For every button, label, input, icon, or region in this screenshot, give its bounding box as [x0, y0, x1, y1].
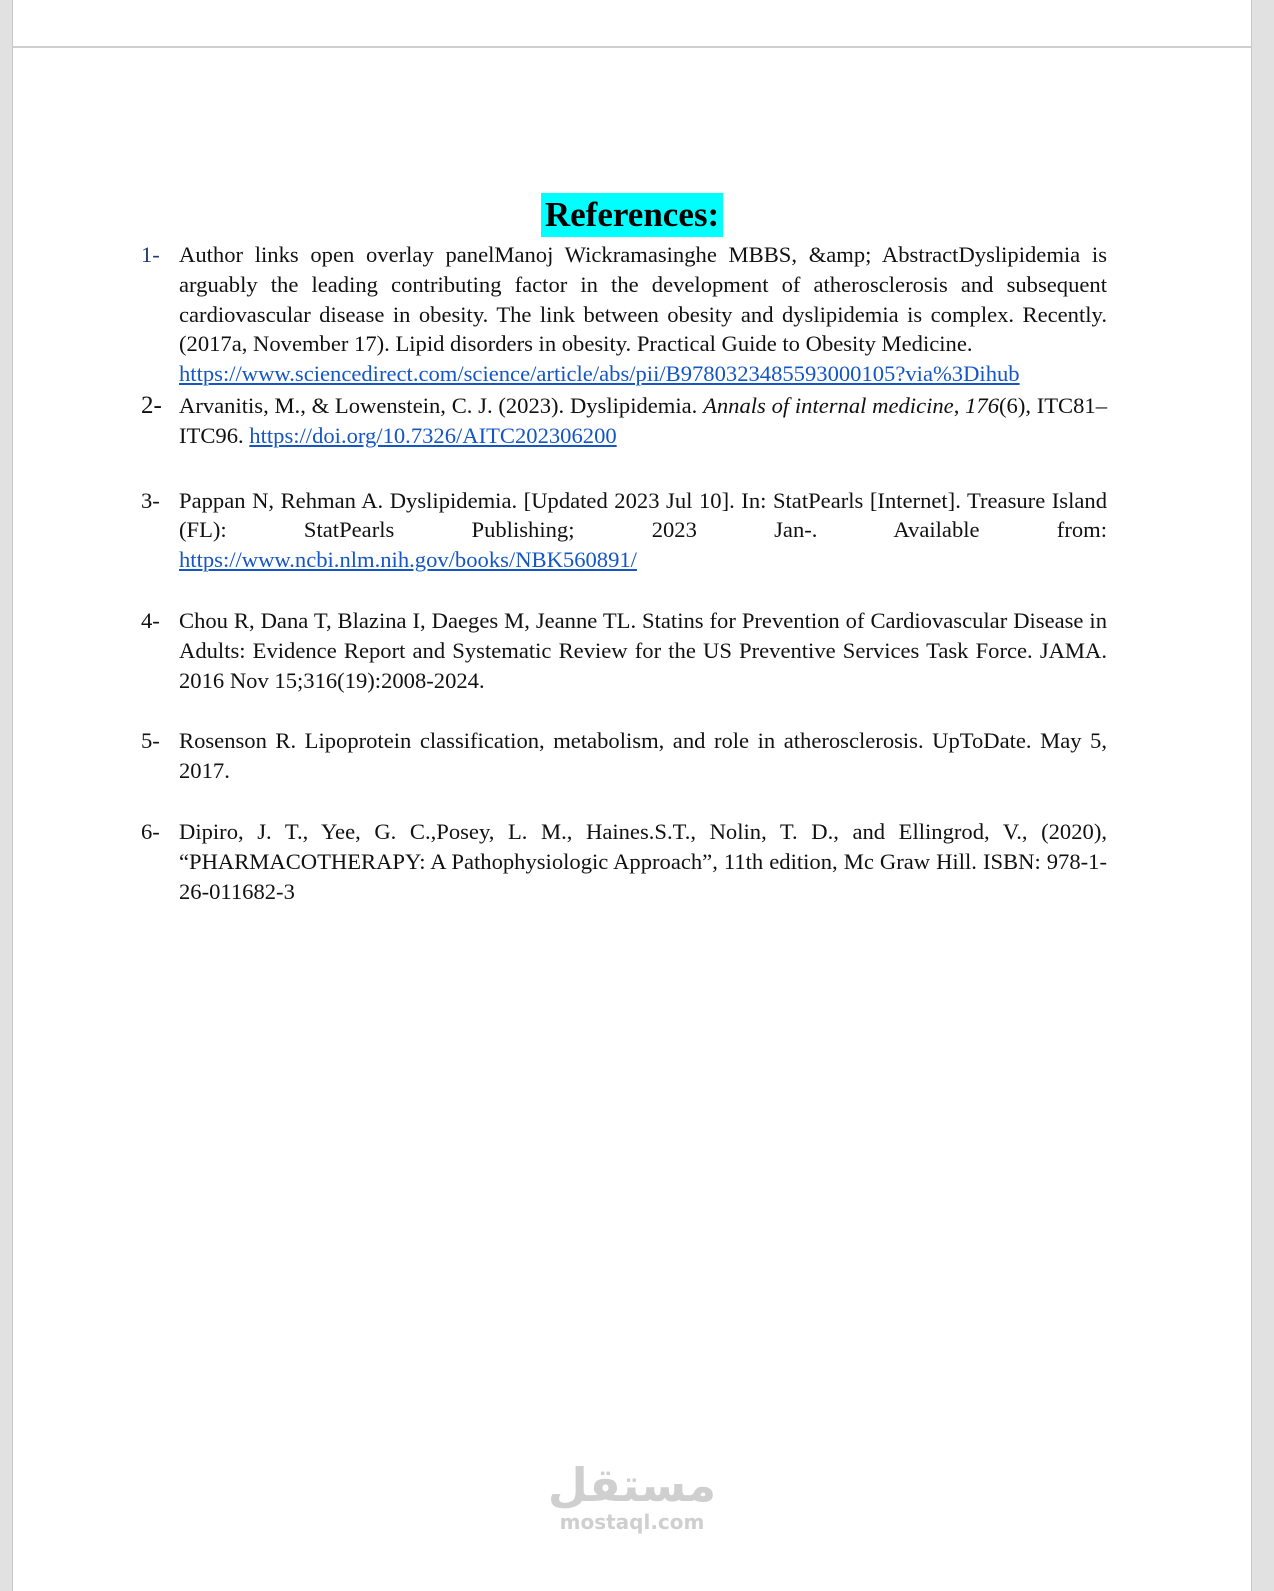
- reference-pages: (6), ITC81–ITC96.: [179, 392, 1108, 448]
- reference-item-1: [141, 240, 1107, 389]
- reference-text: Dipiro, J. T., Yee, G. C.,Posey, L. M., Haines.S.T., Nolin, T. D., and Ellingrod, V., (2020), “PHARMACOTHERAPY: A Pathophysiologic Approach”, 11th edition, Mc Graw Hill. ISBN: 978-1-26-011682-3: [179, 818, 1107, 904]
- reference-text: Author links open overlay panelManoj Wickramasinghe MBBS, &amp; AbstractDyslipidemia is arguably the leading contributing factor in the development of atherosclerosis and subsequent cardiovascular disease in obesity. The link between obesity and dyslipidemia is complex. Recently. (2017a, November 17). Lipid disorders in obesity. Practical Guide to Obesity Medicine.: [179, 242, 1107, 357]
- reference-link[interactable]: https://www.ncbi.nlm.nih.gov/books/NBK560891/: [179, 547, 637, 573]
- reference-item-5: [141, 726, 1107, 786]
- page-break-line: [13, 46, 1251, 48]
- reference-link[interactable]: https://www.sciencedirect.com/science/article/abs/pii/B9780323485593000105?via%3Dihub: [179, 361, 1020, 387]
- reference-number: 1-: [141, 242, 160, 267]
- reference-item-3: [141, 486, 1107, 575]
- reference-link[interactable]: https://doi.org/10.7326/AITC202306200: [249, 422, 617, 448]
- reference-number: 3-: [141, 487, 160, 513]
- reference-item-4: [141, 606, 1107, 695]
- journal-volume: 176: [965, 392, 999, 418]
- reference-item-2: [141, 391, 1107, 451]
- separator: ,: [953, 392, 966, 418]
- reference-text: Chou R, Dana T, Blazina I, Daeges M, Jeanne TL. Statins for Prevention of Cardiovascular Disease in Adults: Evidence Report and Systematic Review for the US Preventive Services Task Force. JAMA. 2016 Nov 15;316(19):2008-2024.: [179, 607, 1107, 693]
- reference-text: Rosenson R. Lipoprotein classification, metabolism, and role in atherosclerosis. UpToDate. May 5, 2017.: [179, 728, 1107, 784]
- reference-number: 5-: [141, 728, 160, 754]
- document-page: [12, 0, 1252, 1591]
- watermark-latin: mostaql.com: [559, 1510, 705, 1534]
- heading-wrapper: [13, 193, 1251, 237]
- reference-text: [179, 391, 1107, 451]
- reference-number: 6-: [141, 818, 160, 844]
- reference-item-6: [141, 817, 1107, 906]
- reference-text: Pappan N, Rehman A. Dyslipidemia. [Updated 2023 Jul 10]. In: StatPearls [Internet]. Treasure Island (FL): StatPearls Publishing; 2023 Jan-. Available from:: [179, 487, 1107, 543]
- watermark-arabic: مستقل: [547, 1458, 717, 1512]
- references-list: [141, 240, 1107, 906]
- reference-number: 2-: [141, 391, 162, 419]
- reference-authors: Arvanitis, M., & Lowenstein, C. J. (2023). Dyslipidemia.: [179, 392, 704, 418]
- reference-number: 4-: [141, 607, 160, 633]
- watermark: [13, 1458, 1251, 1534]
- journal-title: Annals of internal medicine: [703, 392, 954, 418]
- references-heading: References:: [541, 193, 723, 237]
